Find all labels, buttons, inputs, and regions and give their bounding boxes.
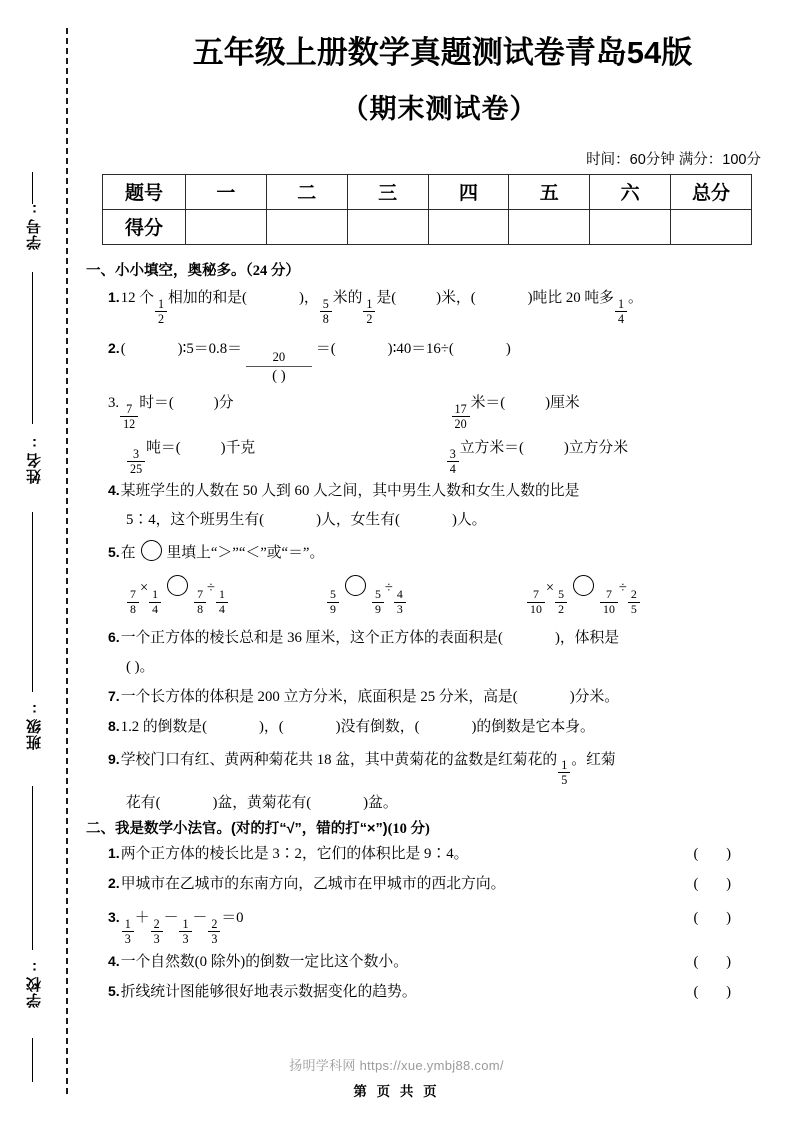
seal-dashed-line [66, 28, 68, 1094]
score-table-row-label-score: 得分 [103, 209, 186, 244]
seal-field-student-id [10, 200, 58, 255]
question-2-text-4: )∶40＝16÷( [387, 341, 454, 358]
question-2 [86, 328, 769, 384]
question-7 [86, 683, 769, 710]
score-table-row-label-number: 题号 [103, 174, 186, 209]
page-number-label: 第 页 共 页 [353, 1084, 440, 1099]
question-4-number: 4. [108, 482, 120, 499]
question-1-text-5: 是( [376, 290, 397, 307]
exam-sheet [86, 0, 793, 1122]
seal-field-name [10, 434, 58, 489]
question-1-text-2: 相加的和是( [168, 290, 247, 307]
question-3d [432, 432, 769, 475]
question-7-text-1: 一个长方体的体积是 200 立方分米，底面积是 25 分米，高是( [120, 688, 518, 705]
score-table-col-total: 总分 [671, 174, 752, 209]
judge-item-4 [86, 948, 769, 975]
comparison-3-op1: × [545, 580, 555, 597]
score-table-col-2: 二 [266, 174, 347, 209]
question-9-continued [86, 790, 769, 816]
judge-4-text: 一个自然数(0 除外)的倒数一定比这个数小。 [120, 954, 408, 971]
seal-label-name: 姓名: [25, 434, 43, 484]
watermark-text: 扬明学科网 https://xue.ymbj88.com/ [289, 1058, 504, 1073]
seal-label-school: 学校: [25, 958, 43, 1008]
seal-label-student-id: 学号: [25, 200, 43, 250]
score-cell-3[interactable] [347, 209, 428, 244]
question-3-row-1 [86, 387, 769, 430]
judge-3-number-formula [108, 900, 244, 945]
question-6-line-2[interactable]: ( )。 [126, 658, 155, 675]
question-2-text-2: )∶5＝0.8＝ [177, 341, 242, 358]
question-8-text-3: )没有倒数，( [335, 718, 420, 735]
score-table-col-6: 六 [590, 174, 671, 209]
fraction-c2: $\frac{5}{9}$ [372, 589, 384, 616]
score-cell-2[interactable] [266, 209, 347, 244]
score-cell-5[interactable] [509, 209, 590, 244]
question-3b-text-1: 米＝( [470, 394, 506, 411]
comparison-3-op2: ÷ [618, 580, 627, 597]
judge-4-number-text [108, 948, 408, 975]
question-1-text-1: 12 个 [120, 290, 154, 307]
comparison-2 [326, 573, 526, 615]
judge-item-2 [86, 870, 769, 897]
question-9-line-1b: 。红菊 [571, 751, 616, 768]
fraction-b1: $\frac{1}{4}$ [149, 589, 161, 616]
seal-divider-2 [32, 272, 33, 424]
question-4-line-2c: )人。 [451, 512, 487, 529]
judge-1-text: 两个正方体的棱长比是 3∶2，它们的体积比是 9∶4。 [120, 846, 469, 863]
question-7-number: 7. [108, 687, 120, 704]
score-cell-1[interactable] [186, 209, 267, 244]
score-table-col-4: 四 [428, 174, 509, 209]
questions-body [86, 245, 793, 1005]
question-4-line-2a: 5∶4，这个班男生有( [126, 512, 265, 529]
question-6-line-1a: 一个正方体的棱长总和是 36 厘米，这个正方体的表面积是( [120, 629, 503, 646]
question-9-line-2a: 花有( [126, 794, 161, 811]
comparison-1 [126, 573, 326, 615]
judge-2-answer-box[interactable]: ( ) [693, 876, 743, 893]
question-5-number: 5. [108, 544, 120, 561]
question-3-number: 3. [108, 394, 120, 411]
question-8 [86, 713, 769, 740]
fraction-d2: $\frac{4}{3}$ [394, 589, 406, 616]
question-6 [86, 624, 769, 651]
score-table-col-5: 五 [509, 174, 590, 209]
judge-3-op-2: － [163, 910, 179, 927]
fraction-three-quarters: $\frac{3}{4}$ [447, 448, 459, 475]
circle-blank-icon[interactable] [167, 575, 188, 596]
fraction-one-half-b: $\frac{1}{2}$ [363, 298, 375, 325]
fraction-three-twentyfifths: $\frac{3}{25}$ [127, 448, 145, 475]
question-1 [86, 282, 769, 325]
question-5-comparisons [86, 573, 769, 615]
question-9-line-2b: )盆，黄菊花有( [212, 794, 312, 811]
question-3a [108, 387, 427, 430]
question-1-number: 1. [108, 289, 120, 306]
question-1-text-8: 。 [628, 290, 643, 307]
judge-5-answer-box[interactable]: ( ) [693, 984, 743, 1001]
fraction-seven-twelfths: $\frac{7}{12}$ [120, 403, 138, 430]
judge-item-3 [86, 900, 769, 945]
page-footer [0, 1055, 793, 1100]
question-2-number: 2. [108, 340, 120, 357]
question-1-text-4: 米的 [332, 290, 363, 307]
fraction-one-half-a: $\frac{1}{2}$ [155, 298, 167, 325]
score-table-col-3: 三 [347, 174, 428, 209]
fraction-d3: $\frac{2}{5}$ [628, 589, 640, 616]
comparison-3 [526, 573, 641, 615]
score-table [102, 174, 752, 245]
judge-5-text: 折线统计图能够很好地表示数据变化的趋势。 [120, 984, 417, 1001]
fraction-f1: $\frac{1}{3}$ [122, 918, 134, 945]
judge-1-number-text [108, 840, 468, 867]
seal-divider-4 [32, 786, 33, 950]
seal-field-class [10, 700, 58, 755]
section-2-heading [86, 822, 769, 837]
question-4 [86, 477, 769, 504]
question-3a-text-1: 时＝( [139, 394, 174, 411]
question-1-text-6: )米，( [436, 290, 476, 307]
fraction-a1: $\frac{7}{8}$ [127, 589, 139, 616]
judge-1-number: 1. [108, 845, 120, 862]
question-1-text-3: )， [298, 290, 319, 307]
question-2-text-3: ＝( [315, 341, 336, 358]
score-table-col-1: 一 [186, 174, 267, 209]
score-cell-4[interactable] [428, 209, 509, 244]
judge-2-text: 甲城市在乙城市的东南方向，乙城市在甲城市的西北方向。 [120, 876, 506, 893]
page-subtitle: （期末测试卷） [341, 93, 538, 124]
section-1-heading [86, 264, 769, 279]
judge-3-op-1: ＋ [134, 910, 150, 927]
question-3c-text-2: )千克 [220, 439, 256, 456]
circle-blank-icon[interactable] [345, 575, 366, 596]
question-9-number: 9. [108, 750, 120, 767]
question-3d-text-2: )立方分米 [563, 439, 628, 456]
judge-3-tail: ＝0 [221, 910, 244, 927]
comparison-2-op2: ÷ [384, 580, 393, 597]
circle-blank-icon[interactable] [573, 575, 594, 596]
question-3c [126, 432, 432, 475]
question-8-text-1: 1.2 的倒数是( [120, 718, 207, 735]
question-9-line-1a: 学校门口有红、黄两种菊花共 18 盆，其中黄菊花的盆数是红菊花的 [120, 751, 558, 768]
fraction-seventeen-twentieths: $\frac{17}{20}$ [452, 403, 470, 430]
seal-divider-3 [32, 512, 33, 692]
score-cell-total[interactable] [671, 209, 752, 244]
section-2-points: (10 分) [387, 820, 430, 837]
judge-3-number: 3. [108, 909, 120, 926]
question-5-prompt-1: 在 [120, 545, 136, 562]
fraction-a2: $\frac{5}{9}$ [327, 589, 339, 616]
exam-info: 时间：60分钟 满分：100分 [586, 151, 761, 168]
question-4-continued [86, 507, 769, 533]
fraction-five-eighths: $\frac{5}{8}$ [320, 298, 332, 325]
question-1-text-7: )吨比 20 吨多 [527, 290, 614, 307]
judge-2-number: 2. [108, 875, 120, 892]
judge-item-1 [86, 840, 769, 867]
circle-blank-icon[interactable] [141, 540, 162, 561]
section-1-title: 一、小小填空，奥秘多。 [86, 262, 246, 279]
question-3b [427, 387, 770, 430]
score-cell-6[interactable] [590, 209, 671, 244]
question-2-text-5: ) [505, 341, 511, 358]
judge-5-number-text [108, 978, 417, 1005]
seal-label-class: 班级: [25, 700, 43, 750]
fraction-one-fifth: $\frac{1}{5}$ [558, 759, 570, 786]
judge-5-number: 5. [108, 983, 120, 1000]
judge-4-number: 4. [108, 953, 120, 970]
judge-item-5 [86, 978, 769, 1005]
question-4-line-2b: )人，女生有( [316, 512, 400, 529]
question-6-number: 6. [108, 628, 120, 645]
question-9 [86, 743, 769, 787]
section-2-title: 二、我是数学小法官。(对的打“√”，错的打“×”) [86, 820, 388, 837]
question-3d-text-1: 立方米＝( [459, 439, 524, 456]
question-8-text-4: )的倒数是它本身。 [471, 718, 595, 735]
comparison-1-op2: ÷ [207, 580, 215, 597]
section-1-points: （24 分） [245, 262, 300, 279]
fraction-a3: $\frac{7}{10}$ [527, 589, 545, 616]
question-5 [86, 536, 769, 569]
fraction-f2: $\frac{2}{3}$ [151, 918, 163, 945]
question-3c-text-1: 吨＝( [146, 439, 181, 456]
question-8-number: 8. [108, 717, 120, 734]
judge-3-answer-box[interactable]: ( ) [693, 910, 743, 927]
question-3-row-2 [86, 432, 769, 475]
question-6-continued [86, 654, 769, 680]
fraction-twenty-over-blank[interactable]: $\frac{20}{( )}$ [246, 351, 312, 383]
question-2-text-1: ( [120, 341, 126, 358]
fraction-d1: $\frac{1}{4}$ [216, 589, 228, 616]
question-6-line-1b: )，体积是 [554, 629, 620, 646]
question-9-line-2c: )盆。 [363, 794, 398, 811]
seal-field-school [10, 958, 58, 1013]
page-title: 五年级上册数学真题测试卷青岛54版 [192, 35, 693, 70]
table-row-scores [103, 209, 752, 244]
judge-1-answer-box[interactable]: ( ) [693, 846, 743, 863]
judge-2-number-text [108, 870, 505, 897]
question-4-line-1: 某班学生的人数在 50 人到 60 人之间，其中男生人数和女生人数的比是 [120, 483, 580, 500]
fraction-f4: $\frac{2}{3}$ [208, 918, 220, 945]
question-8-text-2: )，( [259, 718, 284, 735]
fraction-one-quarter: $\frac{1}{4}$ [615, 298, 627, 325]
fraction-f3: $\frac{1}{3}$ [179, 918, 191, 945]
table-row-header [103, 174, 752, 209]
judge-3-op-3: － [192, 910, 208, 927]
question-5-prompt-2: 里填上“＞”“＜”或“＝”。 [166, 545, 325, 562]
fraction-b3: $\frac{5}{2}$ [555, 589, 567, 616]
fraction-c1: $\frac{7}{8}$ [194, 589, 206, 616]
question-7-text-2: )分米。 [569, 688, 620, 705]
seal-margin-strip [0, 0, 86, 1122]
fraction-c3: $\frac{7}{10}$ [600, 589, 618, 616]
judge-4-answer-box[interactable]: ( ) [693, 954, 743, 971]
comparison-1-op1: × [139, 580, 149, 597]
question-3b-text-2: )厘米 [545, 394, 580, 411]
question-3a-text-2: )分 [213, 394, 234, 411]
